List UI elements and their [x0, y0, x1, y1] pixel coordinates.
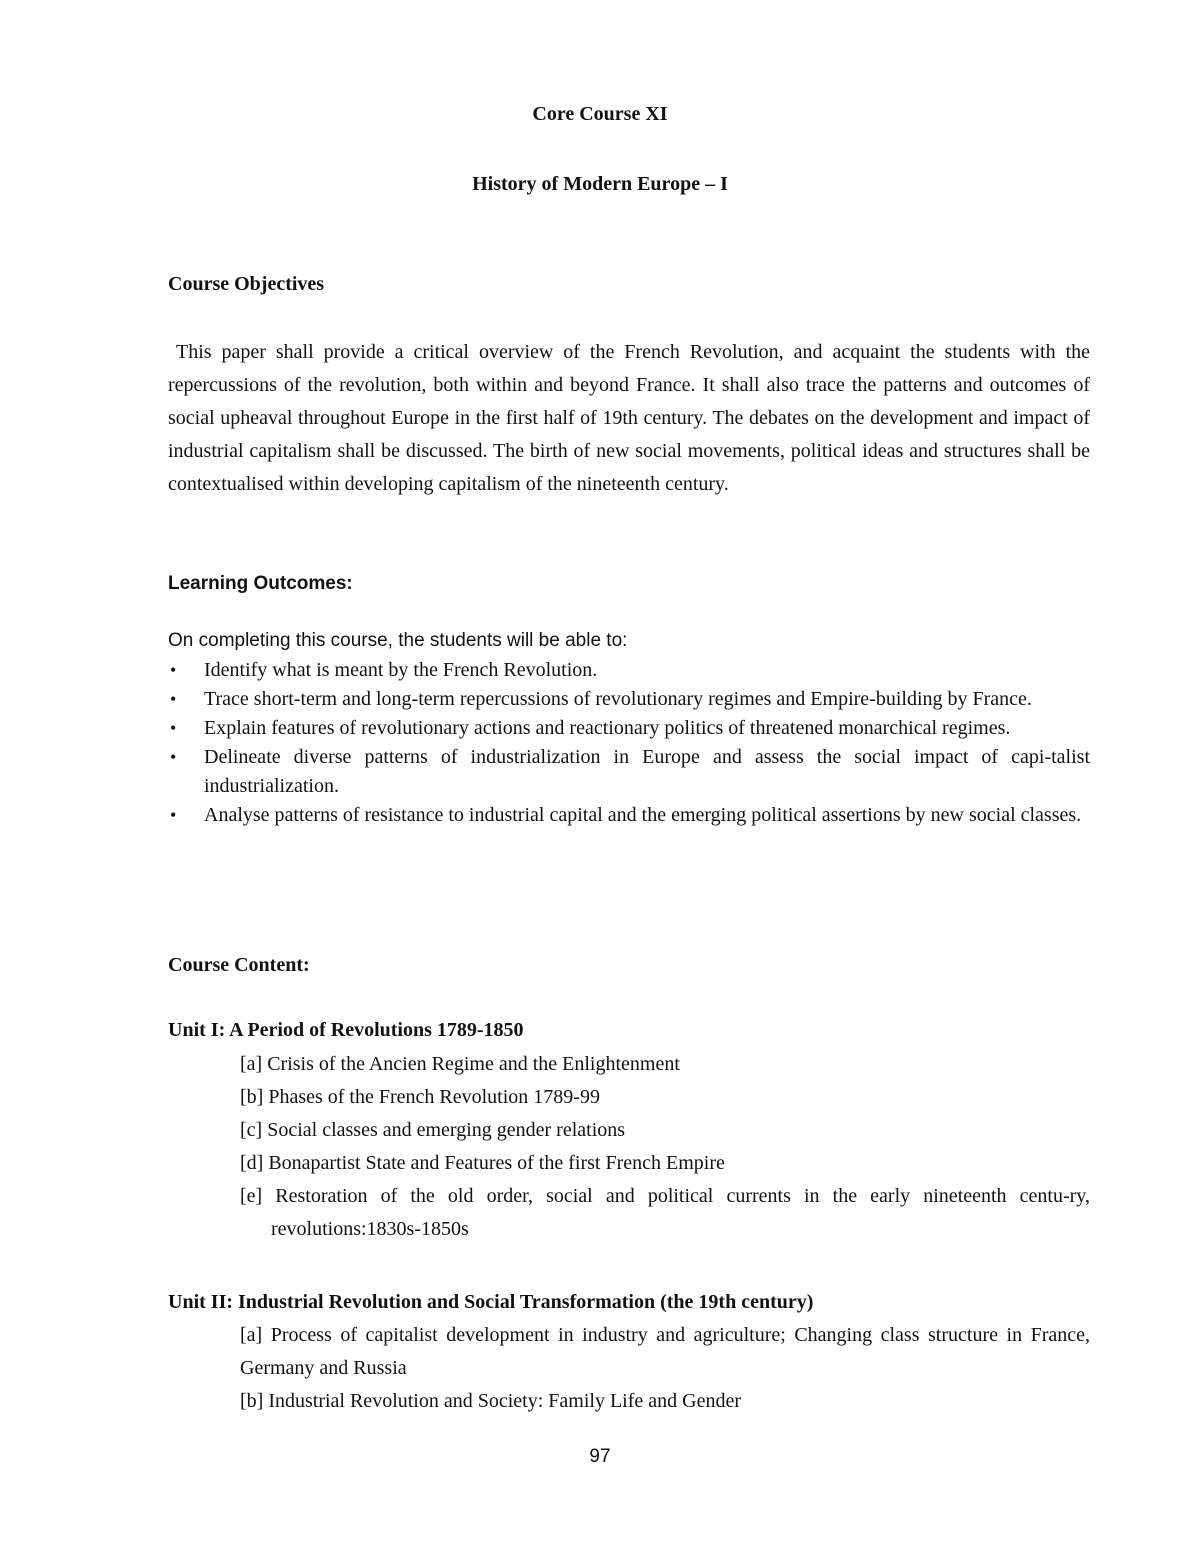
course-code-title: Core Course XI — [532, 103, 668, 125]
unit-1-title: Unit I: A Period of Revolutions 1789-1850 — [168, 1019, 524, 1041]
bullet-icon: • — [170, 660, 177, 680]
list-item: [a] Process of capitalist development in industry and agriculture; Changing class structure in France, Germany and Russia — [240, 1324, 1090, 1379]
learning-outcomes-heading: Learning Outcomes: — [168, 573, 353, 594]
list-item: [d] Bonapartist State and Features of the first French Empire — [240, 1152, 725, 1174]
page-number: 97 — [589, 1446, 611, 1467]
list-item — [168, 801, 1090, 830]
course-title: History of Modern Europe – I — [472, 173, 728, 195]
learning-outcomes-intro: On completing this course, the students will be able to: — [168, 630, 628, 651]
list-item: [b] Industrial Revolution and Society: Family Life and Gender — [240, 1390, 741, 1412]
unit-2-title: Unit II: Industrial Revolution and Social Transformation (the 19th century) — [168, 1291, 814, 1313]
list-item: [c] Social classes and emerging gender relations — [240, 1119, 626, 1141]
bullet-icon: • — [170, 689, 177, 709]
outcome-text: Delineate diverse patterns of industrialization in Europe and assess the social impact of capi-talist industrialization. — [204, 746, 1090, 797]
course-content-heading: Course Content: — [168, 954, 310, 976]
outcome-text: Identify what is meant by the French Revolution. — [204, 659, 598, 681]
list-item — [168, 743, 1090, 801]
unit-1-items — [240, 1048, 1090, 1246]
bullet-icon: • — [170, 805, 177, 825]
list-item — [168, 656, 1090, 685]
outcome-text: Analyse patterns of resistance to industrial capital and the emerging political assertions by new social classes. — [204, 804, 1082, 826]
learning-outcomes-list-container — [168, 656, 1090, 830]
objectives-heading: Course Objectives — [168, 273, 325, 295]
outcome-text: Explain features of revolutionary actions and reactionary politics of threatened monarchical regimes. — [204, 717, 1011, 739]
outcome-text: Trace short-term and long-term repercussions of revolutionary regimes and Empire-building by France. — [204, 688, 1032, 710]
objectives-paragraph: This paper shall provide a critical overview of the French Revolution, and acquaint the students with the repercussions of the revolution, both within and beyond France. It shall also trace the patterns and outcomes of social upheaval throughout Europe in the first half of 19th century. The debates on the development and impact of industrial capitalism shall be discussed. The birth of new social movements, political ideas and structures shall be contextualised within developing capitalism of the nineteenth century. — [168, 341, 1090, 495]
list-item — [168, 685, 1090, 714]
list-item — [168, 714, 1090, 743]
list-item: [a] Crisis of the Ancien Regime and the Enlightenment — [240, 1053, 680, 1075]
bullet-icon: • — [170, 718, 177, 738]
list-item: [e] Restoration of the old order, social and political currents in the early nineteenth centu-ry, revolutions:1830s-1850s — [240, 1185, 1090, 1240]
list-item: [b] Phases of the French Revolution 1789-99 — [240, 1086, 600, 1108]
bullet-icon: • — [170, 747, 177, 767]
learning-outcomes-list — [168, 656, 1090, 830]
unit-2-items — [240, 1319, 1090, 1418]
